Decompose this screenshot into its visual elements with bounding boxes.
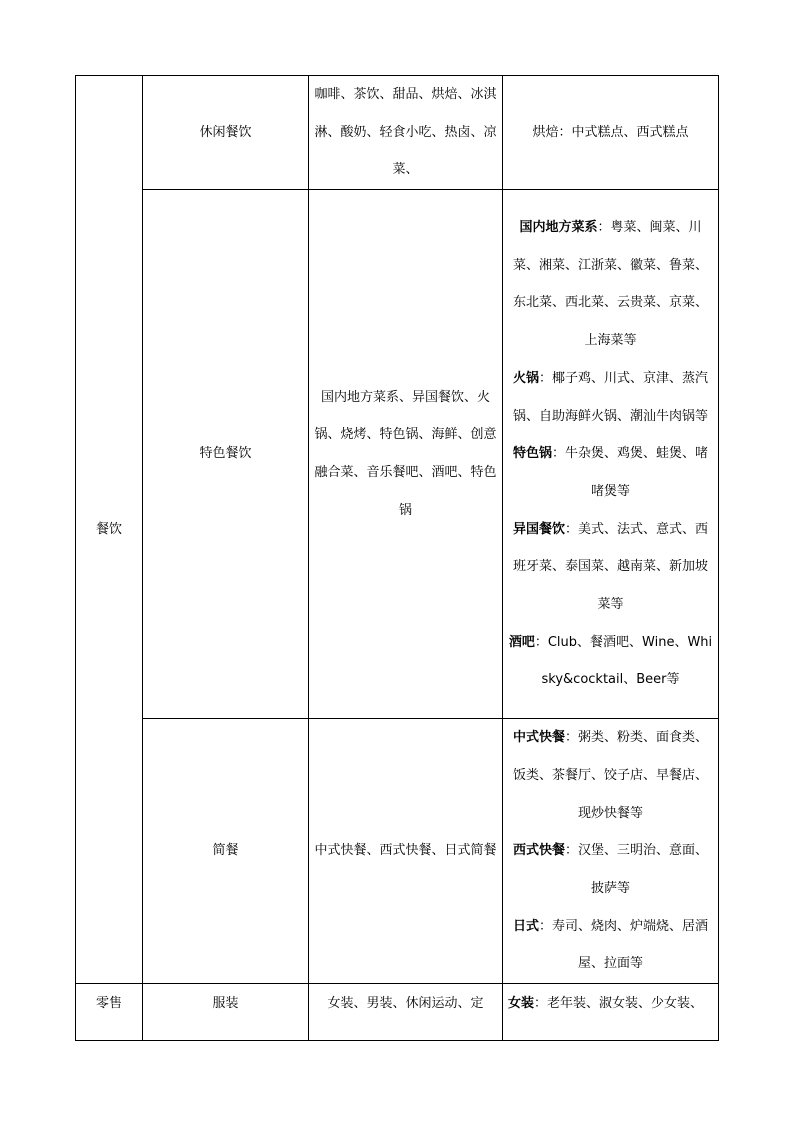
detail-text: ：寿司、烧肉、炉端烧、居酒屋、拉面等 (539, 918, 709, 972)
details-cell (503, 719, 719, 984)
table-row (76, 190, 719, 719)
table-row (76, 984, 719, 1041)
subcategory-cell: 服装 (143, 984, 309, 1041)
subcategory-cell: 特色餐饮 (143, 190, 309, 719)
detail-paragraph (508, 719, 713, 832)
detail-paragraph (508, 908, 713, 983)
details-cell (503, 190, 719, 719)
detail-text: 烘焙：中式糕点、西式糕点 (532, 124, 689, 140)
detail-text: ：美式、法式、意式、西班牙菜、泰国菜、越南菜、新加坡菜等 (512, 521, 709, 613)
subcategory-cell: 休闲餐饮 (143, 76, 309, 190)
detail-heading: 酒吧 (508, 634, 535, 650)
detail-text: ：汉堡、三明治、意面、披萨等 (565, 843, 709, 896)
detail-text: ：粤菜、闽菜、川菜、湘菜、江浙菜、徽菜、鲁菜、东北菜、西北菜、云贵菜、京菜、上海菜等 (512, 220, 708, 349)
detail-text: ：Club、餐酒吧、Wine、Whisky&cocktail、Beer等 (534, 634, 713, 688)
detail-heading: 女装 (508, 996, 535, 1012)
detail-heading: 日式 (512, 918, 539, 934)
details-cell (503, 76, 719, 190)
detail-paragraph (508, 511, 713, 624)
details-cell (503, 984, 719, 1041)
subcategory-cell: 简餐 (143, 719, 309, 984)
detail-paragraph (508, 832, 713, 907)
detail-heading: 西式快餐 (512, 843, 565, 859)
detail-heading: 特色锅 (512, 446, 552, 462)
detail-text: ：粥类、粉类、面食类、饭类、茶餐厅、饺子店、早餐店、现炒快餐等 (512, 730, 709, 821)
category-table (75, 75, 719, 1041)
detail-paragraph (508, 360, 713, 435)
detail-text: ：老年装、淑女装、少女装、 (534, 996, 704, 1012)
detail-text: ：椰子鸡、川式、京津、蒸汽锅、自助海鲜火锅、潮汕牛肉锅等 (512, 370, 709, 424)
types-cell: 国内地方菜系、异国餐饮、火锅、烧烤、特色锅、海鲜、创意融合菜、音乐餐吧、酒吧、特色锅 (309, 190, 503, 719)
types-cell: 咖啡、茶饮、甜品、烘焙、冰淇淋、酸奶、轻食小吃、热卤、凉菜、 (309, 76, 503, 190)
detail-heading: 国内地方菜系 (519, 220, 598, 236)
detail-text: ：牛杂煲、鸡煲、蛙煲、啫啫煲等 (552, 446, 709, 499)
table-row (76, 719, 719, 984)
category-cell-retail: 零售 (76, 984, 143, 1041)
detail-heading: 异国餐饮 (512, 521, 565, 537)
detail-heading: 火锅 (512, 370, 539, 386)
types-cell: 中式快餐、西式快餐、日式简餐 (309, 719, 503, 984)
category-cell-dining: 餐饮 (76, 76, 143, 984)
detail-heading: 中式快餐 (512, 730, 565, 746)
detail-paragraph (508, 209, 713, 360)
table-row (76, 76, 719, 190)
detail-paragraph (508, 624, 713, 699)
types-cell: 女装、男装、休闲运动、定 (309, 984, 503, 1041)
detail-paragraph (508, 435, 713, 510)
